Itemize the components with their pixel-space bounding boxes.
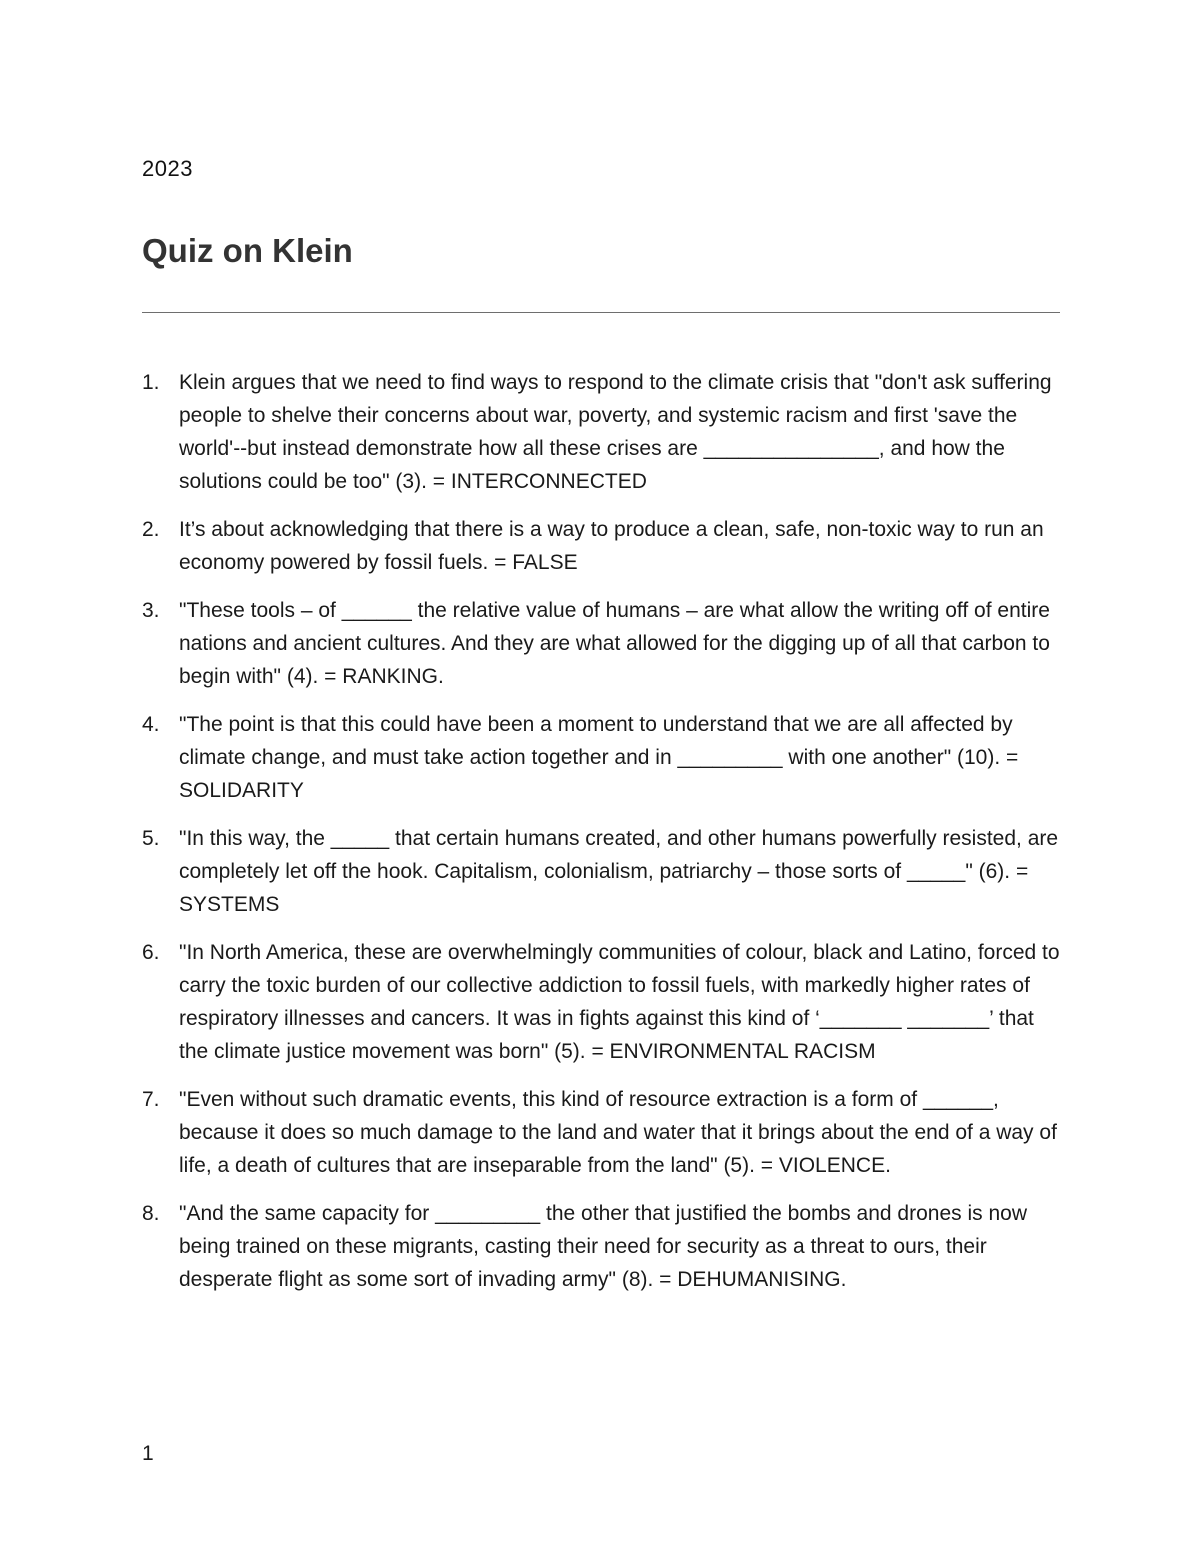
question-text: "The point is that this could have been a moment to understand that we are all affected by climate change, and must take action together and in _________ with one another" (10). = SOLIDARITY [179,713,1019,802]
page-number: 1 [142,1442,154,1465]
question-text: It’s about acknowledging that there is a way to produce a clean, safe, non-toxic way to run an economy powered by fossil fuels. = FALSE [179,518,1044,574]
question-item [142,936,1060,1068]
question-number: 1. [142,371,160,394]
question-text: "Even without such dramatic events, this kind of resource extraction is a form of ______, because it does so much damage to the land and water that it brings about the end of a way of life, a death of cultures that are inseparable from the land" (5). = VIOLENCE. [179,1088,1057,1177]
question-number: 2. [142,518,160,541]
document-year: 2023 [142,156,193,181]
question-item [142,366,1060,498]
title-divider [142,312,1060,313]
question-item [142,1197,1060,1296]
page-title: Quiz on Klein [142,232,353,269]
question-list [142,366,1060,1311]
question-text: "These tools – of ______ the relative value of humans – are what allow the writing off of entire nations and ancient cultures. And they are what allowed for the digging up of all that carbon to begin with" (4). = RANKING. [179,599,1050,688]
question-item [142,594,1060,693]
question-item [142,1083,1060,1182]
question-number: 3. [142,599,160,622]
question-number: 4. [142,713,160,736]
question-text: "In this way, the _____ that certain humans created, and other humans powerfully resisted, are completely let off the hook. Capitalism, colonialism, patriarchy – those sorts of _____" (6). = SYSTEMS [179,827,1059,916]
question-number: 8. [142,1202,160,1225]
question-number: 5. [142,827,160,850]
question-item [142,513,1060,579]
question-text: "And the same capacity for _________ the other that justified the bombs and drones is now being trained on these migrants, casting their need for security as a threat to ours, their desperate flight as some sort of invading army" (8). = DEHUMANISING. [179,1202,1027,1291]
question-item [142,708,1060,807]
question-text: "In North America, these are overwhelmingly communities of colour, black and Latino, forced to carry the toxic burden of our collective addiction to fossil fuels, with markedly higher rates of respiratory illnesses and cancers. It was in fights against this kind of ‘_______ _______’ that the climate justice movement was born" (5). = ENVIRONMENTAL RACISM [179,941,1060,1063]
question-text: Klein argues that we need to find ways to respond to the climate crisis that "don't ask suffering people to shelve their concerns about war, poverty, and systemic racism and first 'save the world'--but instead demonstrate how all these crises are _______________, and how the solutions could be too" (3). = INTERCONNECTED [179,371,1052,493]
question-number: 7. [142,1088,160,1111]
question-item [142,822,1060,921]
question-number: 6. [142,941,160,964]
